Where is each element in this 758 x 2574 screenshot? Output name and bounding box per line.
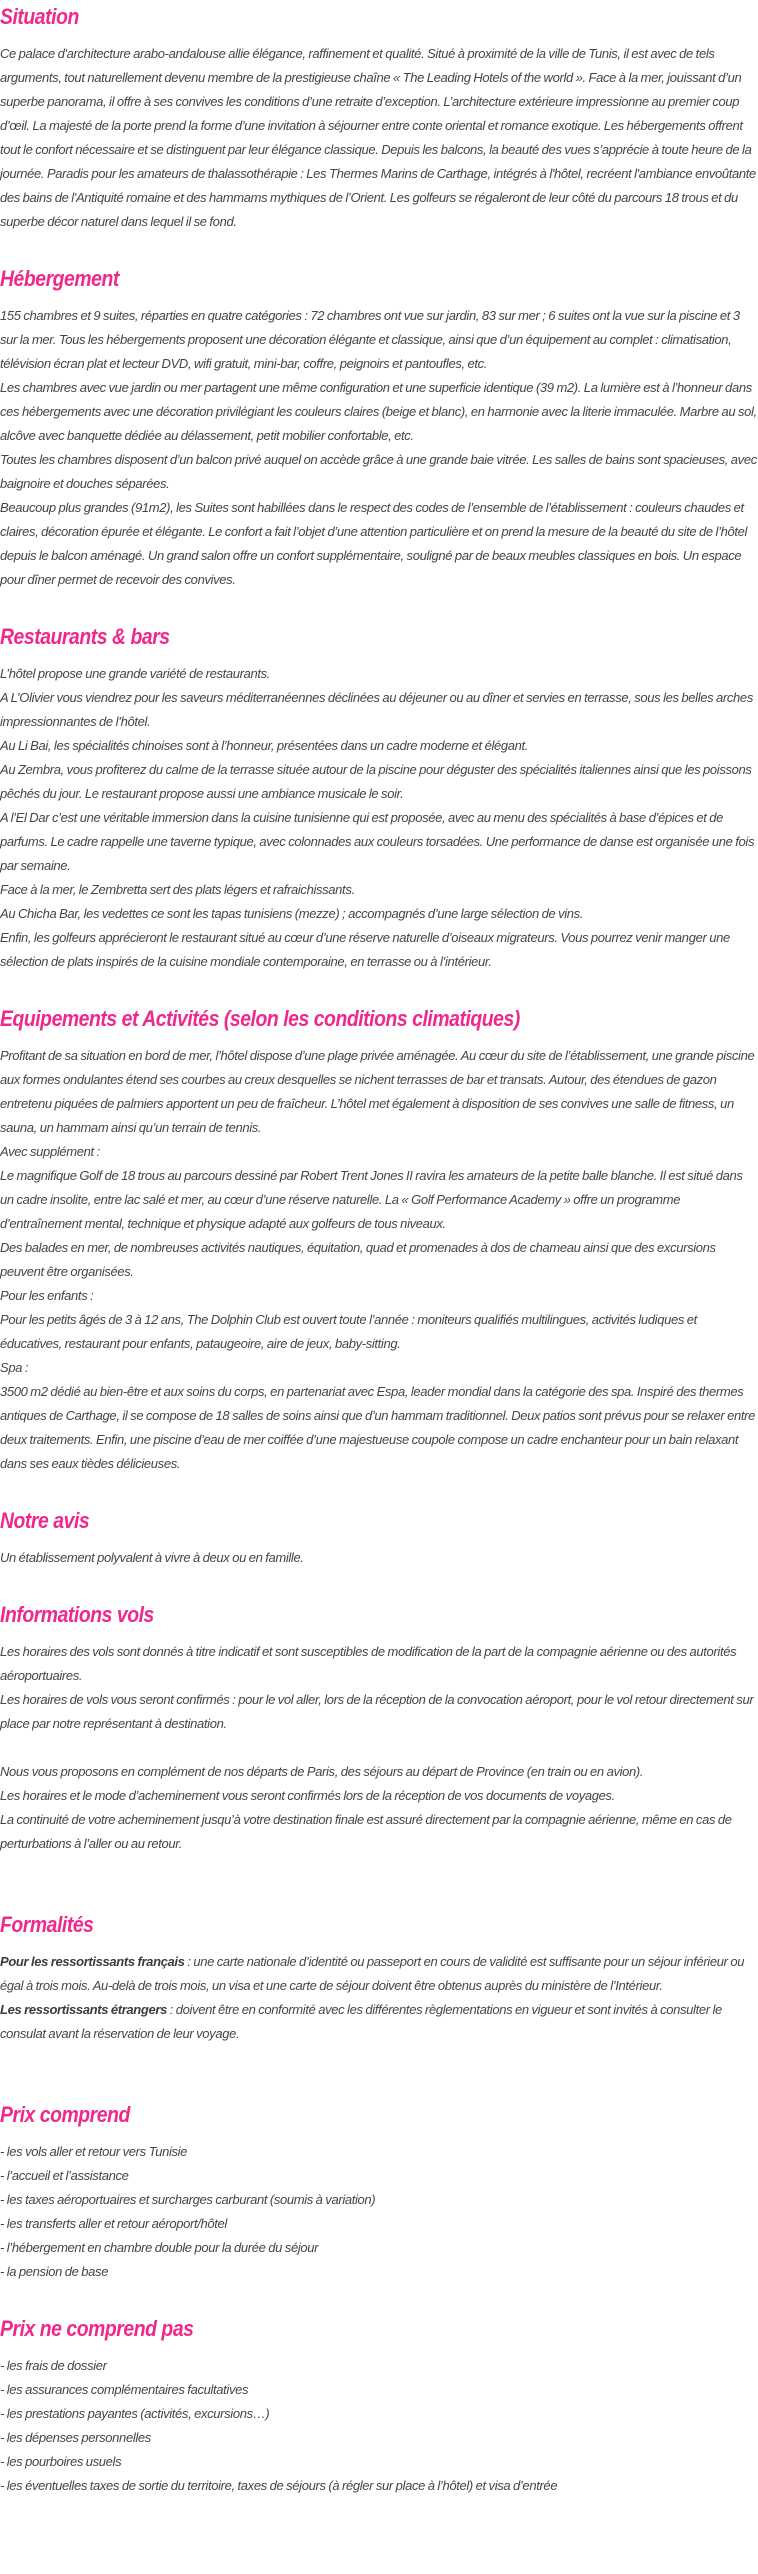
paragraph: Beaucoup plus grandes (91m2), les Suites sont habillées dans le respect des codes de l’ensemble de l’établissement : couleurs chaudes et claires, décoration épurée et élégante. Le confort a fait l’objet d’une attention particulière et on prend la mesure de la beauté du site de l’hôtel depuis le balcon aménagé. Un grand salon offre un confort supplémentaire, souligné par de beaux meubles classiques en bois. Un espace pour dîner permet de recevoir des convives.	[0, 500, 748, 587]
section-hebergement	[0, 262, 758, 592]
section-title: Informations vols	[0, 1602, 154, 1627]
section-title: Hébergement	[0, 266, 119, 291]
section-body	[0, 304, 758, 592]
section-title: Restaurants & bars	[0, 624, 170, 649]
section-situation	[0, 0, 758, 234]
section-title: Formalités	[0, 1912, 94, 1937]
list-item: - les éventuelles taxes de sortie du territoire, taxes de séjours (à régler sur place à l’hôtel) et visa d’entrée	[0, 2478, 558, 2493]
list-item: - les transferts aller et retour aéroport/hôtel	[0, 2216, 227, 2231]
paragraph: Pour les enfants :	[0, 1288, 94, 1303]
paragraph: Enfin, les golfeurs apprécieront le restaurant situé au cœur d’une réserve naturelle d’oiseaux migrateurs. Vous pourrez venir manger une sélection de plats inspirés de la cuisine mondiale contemporaine, en terrasse ou à l’intérieur.	[0, 930, 730, 969]
formalite-text: : doivent être en conformité avec les différentes règlementations en vigueur et sont invités à consulter le consulat avant la réservation de leur voyage.	[0, 2002, 722, 2041]
paragraph: Pour les petits âgés de 3 à 12 ans, The Dolphin Club est ouvert toute l’année : moniteurs qualifiés multilingues, activités ludiques et éducatives, restaurant pour enfants, pataugeoire, aire de jeux, baby-sitting.	[0, 1312, 697, 1351]
section-body	[0, 2354, 758, 2498]
list-item: - les frais de dossier	[0, 2358, 107, 2373]
list-item: - la pension de base	[0, 2264, 109, 2279]
paragraph: A L’Olivier vous viendrez pour les saveurs méditerranéennes déclinées au déjeuner ou au dîner et servies en terrasse, sous les belles arches impressionnantes de l’hôtel.	[0, 690, 753, 729]
section-title: Prix ne comprend pas	[0, 2316, 194, 2341]
paragraph: Nous vous proposons en complément de nos départs de Paris, des séjours au départ de Province (en train ou en avion).	[0, 1764, 644, 1779]
formalite-label: Pour les ressortissants français	[0, 1954, 185, 1969]
list-item: - les dépenses personnelles	[0, 2430, 151, 2445]
section-title: Equipements et Activités (selon les conditions climatiques)	[0, 1006, 520, 1031]
paragraph: Les chambres avec vue jardin ou mer partagent une même configuration et une superficie identique (39 m2). La lumière est à l’honneur dans ces hébergements avec une décoration privilégiant les couleurs claires (beige et blanc), en harmonie avec la literie immaculée. Marbre au sol, alcôve avec banquette dédiée au délassement, petit mobilier confortable, etc.	[0, 380, 757, 443]
section-prix-ne-comprend-pas	[0, 2312, 758, 2498]
section-body	[0, 1950, 758, 2046]
section-title: Prix comprend	[0, 2102, 130, 2127]
section-title: Situation	[0, 4, 79, 29]
section-body	[0, 1044, 758, 1476]
list-item: - les vols aller et retour vers Tunisie	[0, 2144, 188, 2159]
section-prix-comprend	[0, 2098, 758, 2284]
paragraph: 155 chambres et 9 suites, réparties en quatre catégories : 72 chambres ont vue sur jardin, 83 sur mer ; 6 suites ont la vue sur la piscine et 3 sur la mer. Tous les hébergements proposent une décoration élégante et classique, ainsi que d’un équipement au complet : climatisation, télévision écran plat et lecteur DVD, wifi gratuit, mini-bar, coffre, peignoirs et pantoufles, etc.	[0, 308, 740, 371]
formalite-item	[0, 1950, 758, 1998]
paragraph: Toutes les chambres disposent d’un balcon privé auquel on accède grâce à une grande baie vitrée. Les salles de bains sont spacieuses, avec baignoire et douches séparées.	[0, 452, 757, 491]
section-informations-vols	[0, 1598, 758, 1856]
paragraph: Au Zembra, vous profiterez du calme de la terrasse située autour de la piscine pour déguster des spécialités italiennes ainsi que les poissons pêchés du jour. Le restaurant propose aussi une ambiance musicale le soir.	[0, 762, 752, 801]
paragraph: Un établissement polyvalent à vivre à deux ou en famille.	[0, 1550, 304, 1565]
section-body	[0, 1640, 758, 1856]
section-formalites	[0, 1908, 758, 2046]
paragraph: A l’El Dar c’est une véritable immersion dans la cuisine tunisienne qui est proposée, avec au menu des spécialités à base d’épices et de parfums. Le cadre rappelle une taverne typique, avec colonnades aux couleurs torsadées. Une performance de danse est organisée une fois par semaine.	[0, 810, 755, 873]
paragraph: Les horaires et le mode d’acheminement vous seront confirmés lors de la réception de vos documents de voyages.	[0, 1788, 615, 1803]
paragraph: Ce palace d'architecture arabo-andalouse allie élégance, raffinement et qualité. Situé à proximité de la ville de Tunis, il est avec de tels arguments, tout naturellement devenu membre de la prestigieuse chaîne « The Leading Hotels of the world ». Face à la mer, jouissant d’un superbe panorama, il offre à ses convives les conditions d’une retraite d’exception. L’architecture extérieure impressionne au premier coup d’œil. La majesté de la porte prend la forme d’une invitation à séjourner entre conte oriental et romance exotique. Les hébergements offrent tout le confort nécessaire et se distinguent par leur élégance classique. Depuis les balcons, la beauté des vues s’apprécie à toute heure de la journée. Paradis pour les amateurs de thalassothérapie : Les Thermes Marins de Carthage, intégrés à l'hôtel, recréent l'ambiance envoûtante des bains de l'Antiquité romaine et des hammams mythiques de l’Orient. Les golfeurs se régaleront de leur côté du parcours 18 trous et du superbe décor naturel dans lequel il se fond.	[0, 46, 756, 229]
paragraph: 3500 m2 dédié au bien-être et aux soins du corps, en partenariat avec Espa, leader mondial dans la catégorie des spa. Inspiré des thermes antiques de Carthage, il se compose de 18 salles de soins ainsi que d’un hammam traditionnel. Deux patios sont prévus pour se relaxer entre deux traitements. Enfin, une piscine d’eau de mer coiffée d’une majestueuse coupole compose un cadre enchanteur pour un bain relaxant dans ses eaux tièdes délicieuses.	[0, 1384, 755, 1471]
section-notre-avis	[0, 1504, 758, 1570]
list-item: - les assurances complémentaires facultatives	[0, 2382, 249, 2397]
paragraph: La continuité de votre acheminement jusqu’à votre destination finale est assuré directement par la compagnie aérienne, même en cas de perturbations à l’aller ou au retour.	[0, 1812, 732, 1851]
list-item: - les pourboires usuels	[0, 2454, 122, 2469]
list-item: - l’hébergement en chambre double pour la durée du séjour	[0, 2240, 319, 2255]
paragraph: Des balades en mer, de nombreuses activités nautiques, équitation, quad et promenades à dos de chameau ainsi que des excursions peuvent être organisées.	[0, 1240, 716, 1279]
list-item: - les taxes aéroportuaires et surcharges carburant (soumis à variation)	[0, 2192, 376, 2207]
section-title: Notre avis	[0, 1508, 90, 1533]
paragraph: Au Chicha Bar, les vedettes ce sont les tapas tunisiens (mezze) ; accompagnés d’une large sélection de vins.	[0, 906, 584, 921]
paragraph: Les horaires des vols sont donnés à titre indicatif et sont susceptibles de modification de la part de la compagnie aérienne ou des autorités aéroportuaires.	[0, 1644, 737, 1683]
list-item: - les prestations payantes (activités, excursions…)	[0, 2406, 270, 2421]
paragraph: Le magnifique Golf de 18 trous au parcours dessiné par Robert Trent Jones II ravira les amateurs de la petite balle blanche. Il est situé dans un cadre insolite, entre lac salé et mer, au cœur d’une réserve naturelle. La « Golf Performance Academy » offre un programme d’entraînement mental, technique et physique adapté aux golfeurs de tous niveaux.	[0, 1168, 743, 1231]
formalite-item	[0, 1998, 758, 2046]
paragraph: Au Li Bai, les spécialités chinoises sont à l’honneur, présentées dans un cadre moderne et élégant.	[0, 738, 529, 753]
paragraph: L’hôtel propose une grande variété de restaurants.	[0, 666, 271, 681]
blank-line	[0, 1736, 758, 1760]
list-item: - l’accueil et l’assistance	[0, 2168, 129, 2183]
formalite-text: : une carte nationale d’identité ou passeport en cours de validité est suffisante pour un séjour inférieur ou égal à trois mois. Au-delà de trois mois, un visa et une carte de séjour doivent être obtenus auprès du ministère de l’Intérieur.	[0, 1954, 745, 1993]
paragraph: Les horaires de vols vous seront confirmés : pour le vol aller, lors de la réception de la convocation aéroport, pour le vol retour directement sur place par notre représentant à destination.	[0, 1692, 754, 1731]
paragraph: Profitant de sa situation en bord de mer, l’hôtel dispose d’une plage privée aménagée. Au cœur du site de l’établissement, une grande piscine aux formes ondulantes étend ses courbes au creux desquelles se nichent terrasses de bar et transats. Autour, des étendues de gazon entretenu piquées de palmiers apportent un peu de fraîcheur. L’hôtel met également à disposition de ses convives une salle de fitness, un sauna, un hammam ainsi qu’un terrain de tennis.	[0, 1048, 755, 1135]
section-body	[0, 1546, 758, 1570]
section-equipements	[0, 1002, 758, 1476]
paragraph: Spa :	[0, 1360, 29, 1375]
section-body	[0, 2140, 758, 2284]
paragraph: Face à la mer, le Zembretta sert des plats légers et rafraichissants.	[0, 882, 355, 897]
section-body	[0, 662, 758, 974]
formalite-label: Les ressortissants étrangers	[0, 2002, 167, 2017]
section-restaurants	[0, 620, 758, 974]
section-body	[0, 42, 758, 234]
paragraph: Avec supplément :	[0, 1144, 100, 1159]
